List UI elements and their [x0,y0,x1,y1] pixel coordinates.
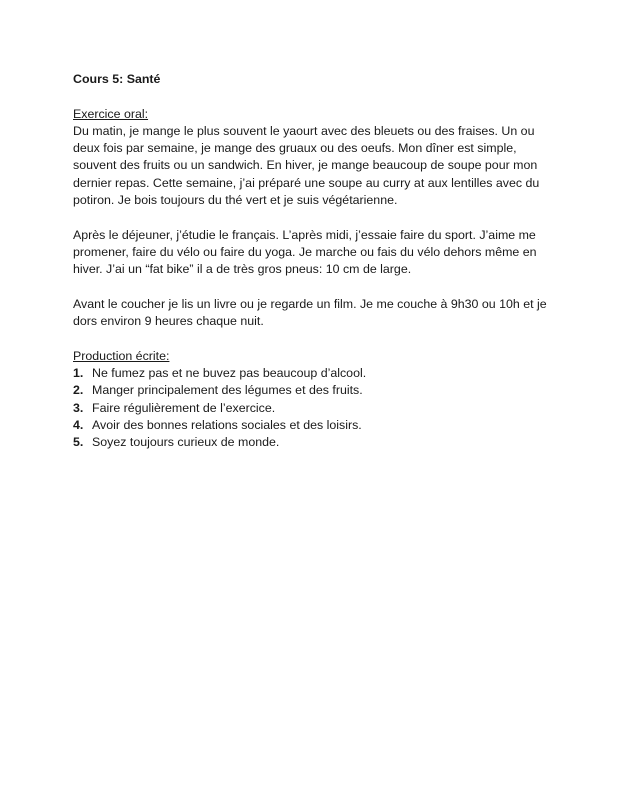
list-item-number: 2. [73,383,84,398]
written-production-heading: Production écrite: [73,348,170,363]
list-item [73,434,553,451]
list-item-number: 1. [73,366,84,381]
document-page [73,71,553,452]
list-item [73,365,553,382]
oral-paragraph-evening: Avant le coucher je lis un livre ou je regarde un film. Je me couche à 9h30 ou 10h et je dors environ 9 heures chaque nuit. [73,296,547,329]
oral-paragraph-morning: Du matin, je mange le plus souvent le yaourt avec des bleuets ou des fraises. Un ou deux fois par semaine, je mange des gruaux ou des oeufs. Mon dîner est simple, souvent des fruits ou un sandwich. En hiver, je mange beaucoup de soupe pour mon dernier repas. Cette semaine, j’ai préparé une soupe au curry at aux lentilles avec du potiron. Je bois toujours du thé vert et je suis végétarienne. [73,123,540,208]
list-item-text: Ne fumez pas et ne buvez pas beaucoup d’alcool. [92,366,367,381]
document-title: Cours 5: Santé [73,72,161,86]
spacer [73,330,553,347]
spacer [73,88,553,105]
list-item [73,400,553,417]
list-item-number: 5. [73,435,84,450]
oral-paragraph-afternoon: Après le déjeuner, j’étudie le français. L’après midi, j’essaie faire du sport. J’aime me promener, faire du vélo ou faire du yoga. Je marche ou fais du vélo dehors même en hiver. J’ai un “fat bike” il a de très gros pneus: 10 cm de large. [73,227,537,277]
list-item-number: 3. [73,400,84,415]
list-item-text: Manger principalement des légumes et des fruits. [92,383,363,398]
spacer [73,279,553,296]
spacer [73,209,553,226]
list-item-text: Soyez toujours curieux de monde. [92,435,280,450]
list-item-number: 4. [73,417,84,432]
list-item-text: Faire régulièrement de l’exercice. [92,400,276,415]
list-item-text: Avoir des bonnes relations sociales et des loisirs. [92,417,362,432]
list-item [73,382,553,399]
written-production-list [73,365,553,451]
list-item [73,417,553,434]
oral-exercise-heading: Exercice oral: [73,106,149,121]
